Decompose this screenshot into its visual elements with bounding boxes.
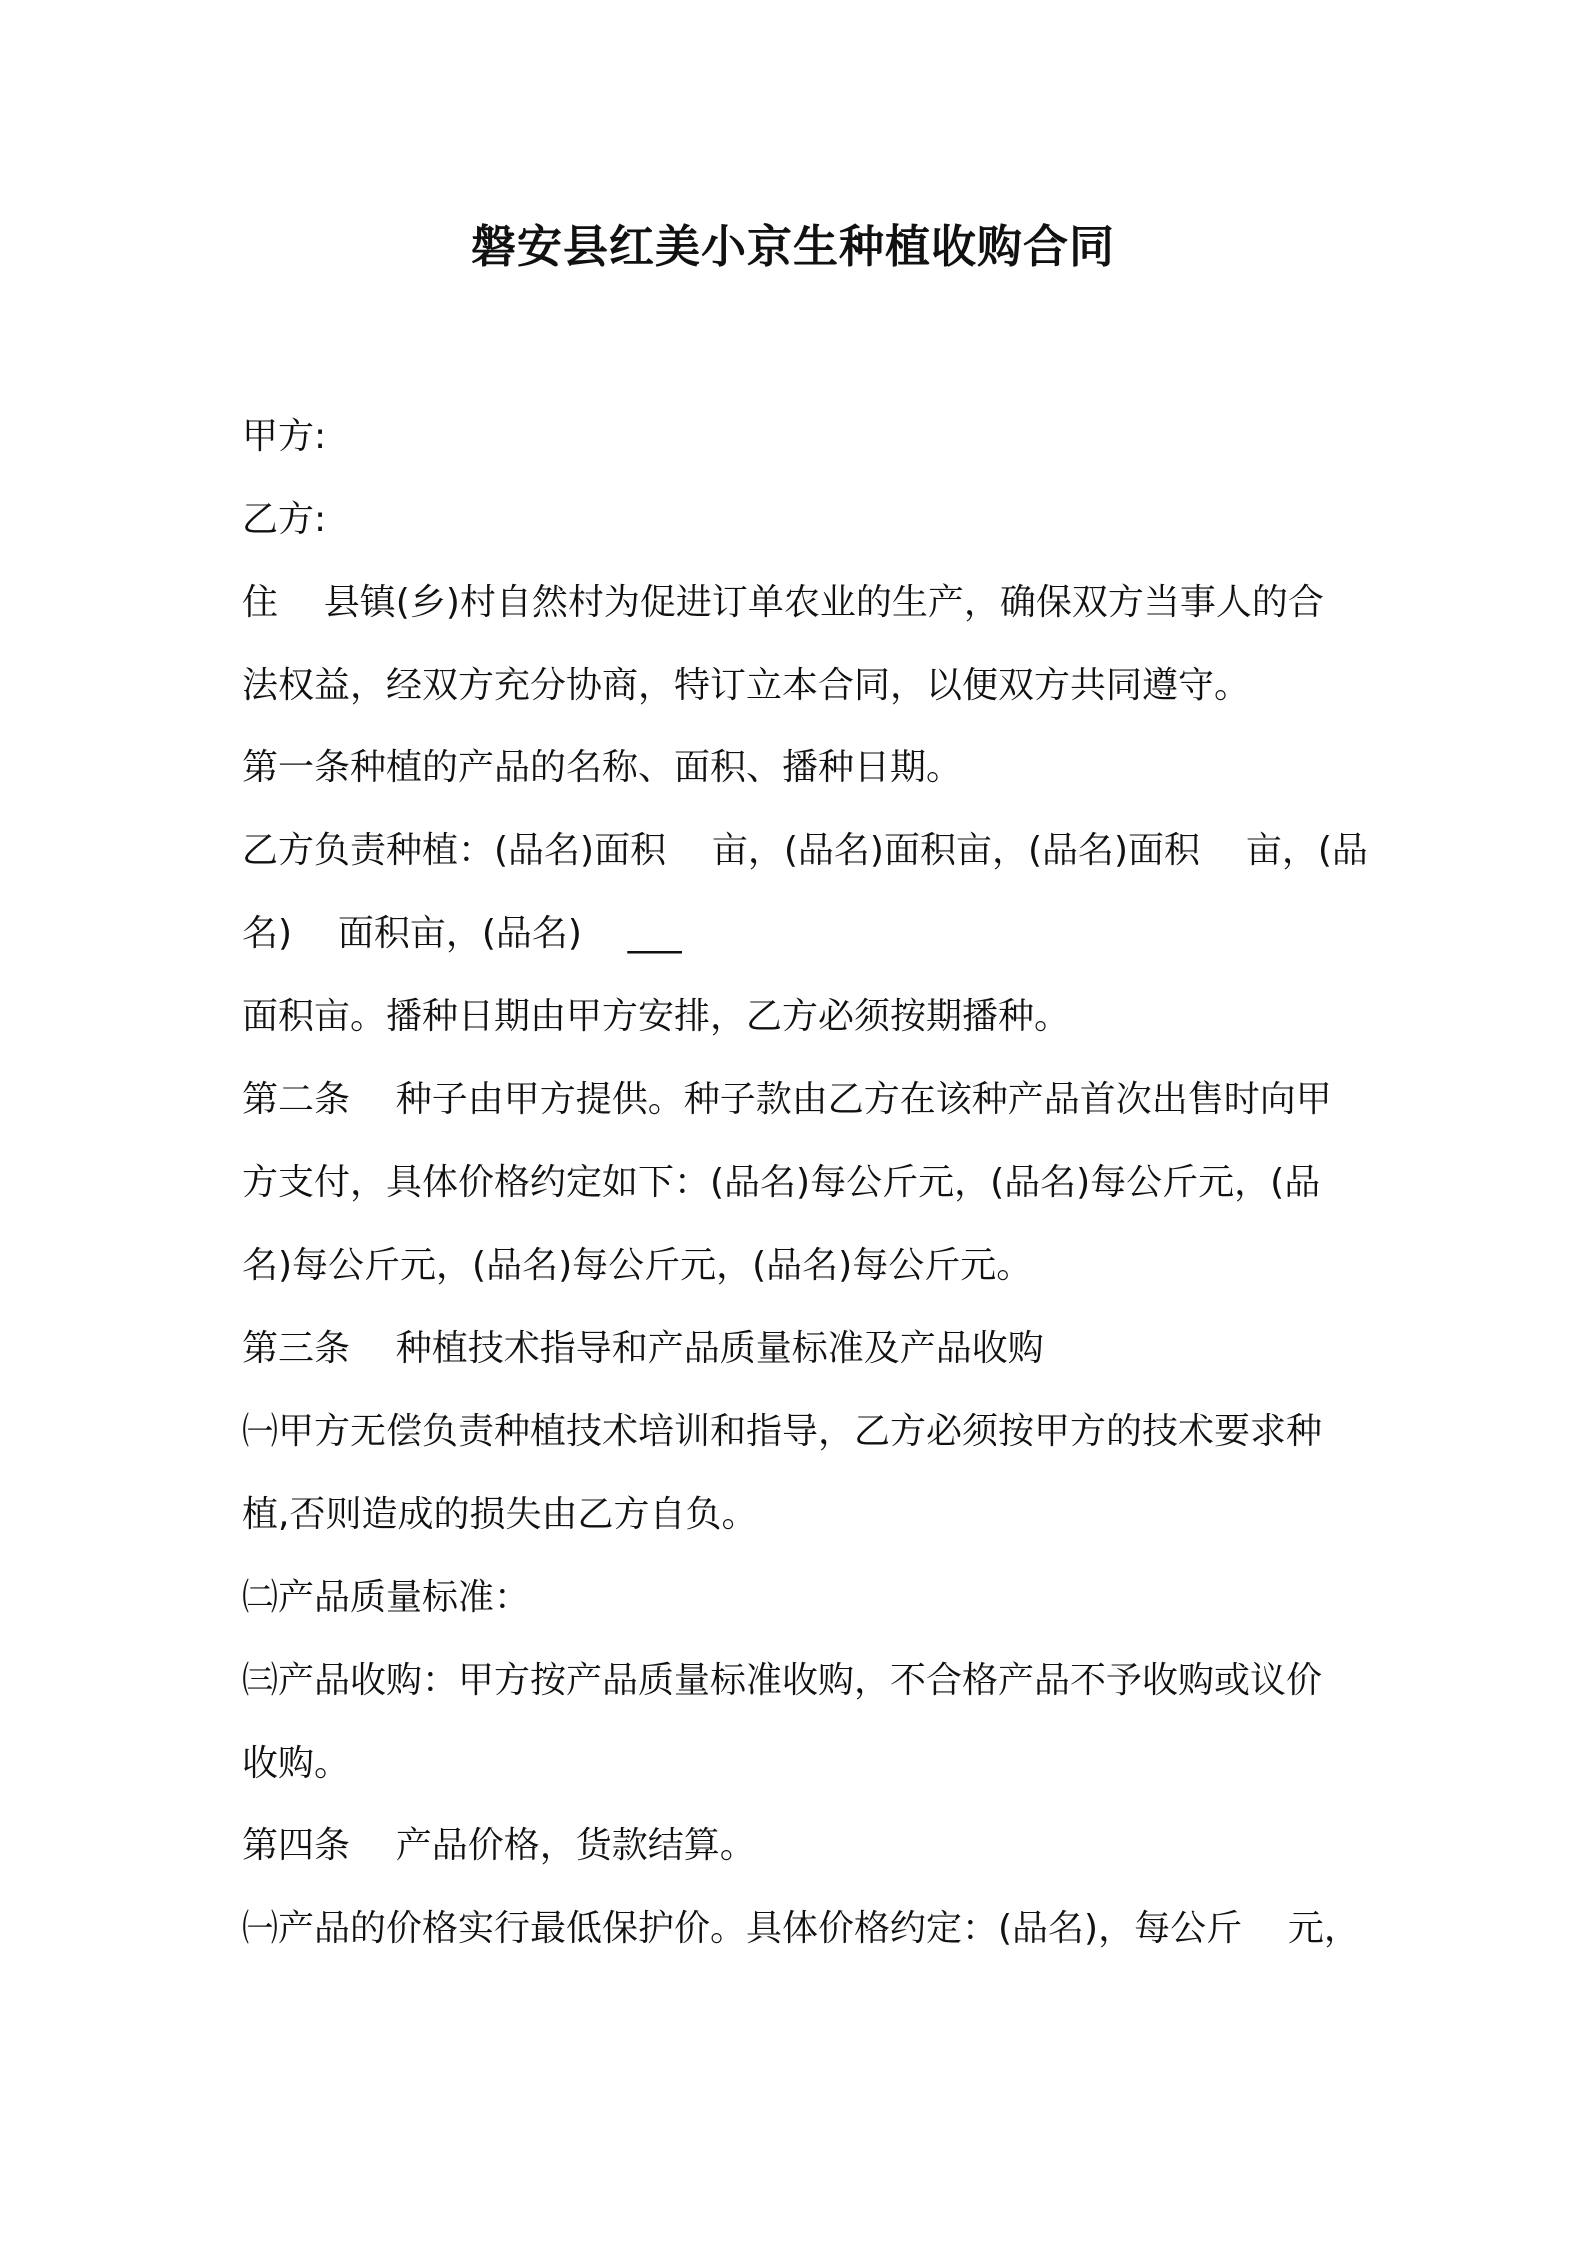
party-a-line: 甲方:: [242, 416, 327, 457]
document-title: 磐安县红美小京生种植收购合同: [470, 220, 1115, 273]
article-2-line: 名)每公斤元，(品名)每公斤元，(品名)每公斤元。: [242, 1245, 1033, 1286]
article-4-title: 第四条 产品价格，货款结算。: [242, 1825, 756, 1866]
article-3-title: 第三条 种植技术指导和产品质量标准及产品收购: [242, 1328, 1044, 1369]
intro-paragraph-line: 住 县镇(乡)村自然村为促进订单农业的生产，确保双方当事人的合: [242, 582, 1324, 623]
article-4-item-1-line: ㈠产品的价格实行最低保护价。具体价格约定：(品名)，每公斤 元，: [242, 1908, 1360, 1949]
article-1-line: 面积亩。播种日期由甲方安排，乙方必须按期播种。: [242, 996, 1071, 1037]
article-3-item-1-line: ㈠甲方无偿负责种植技术培训和指导，乙方必须按甲方的技术要求种: [242, 1411, 1323, 1452]
article-2-line: 方支付，具体价格约定如下：(品名)每公斤元，(品名)每公斤元，(品: [242, 1162, 1321, 1203]
article-3-item-1-line: 植,否则造成的损失由乙方自负。: [242, 1494, 758, 1535]
party-b-line: 乙方:: [242, 499, 327, 540]
article-3-item-3-line: 收购。: [242, 1743, 351, 1784]
article-1-line: 乙方负责种植：(品名)面积 亩，(品名)面积亩，(品名)面积 亩，(品: [242, 830, 1368, 871]
intro-paragraph-line: 法权益，经双方充分协商，特订立本合同，以便双方共同遵守。: [242, 665, 1251, 706]
article-1-title: 第一条种植的产品的名称、面积、播种日期。: [242, 747, 963, 788]
article-1-line: 名) 面积亩，(品名) ___: [242, 913, 682, 954]
article-2-line: 第二条 种子由甲方提供。种子款由乙方在该种产品首次出售时向甲: [242, 1079, 1332, 1120]
article-3-item-3-line: ㈢产品收购：甲方按产品质量标准收购，不合格产品不予收购或议价: [242, 1660, 1323, 1701]
article-3-item-2-line: ㈡产品质量标准：: [242, 1577, 531, 1618]
